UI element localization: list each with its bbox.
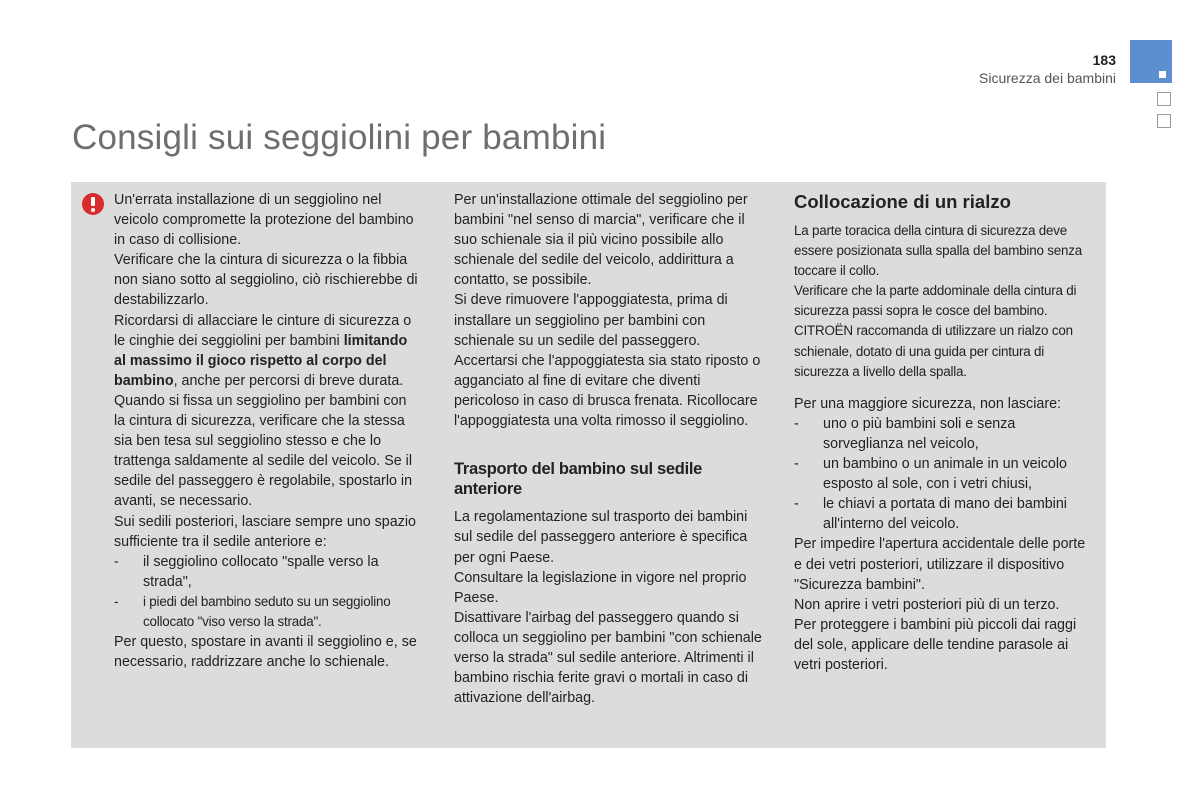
list-item: - le chiavi a portata di mano dei bambini all'interno del veicolo. (794, 496, 1067, 533)
list-item: - un bambino o un animale in un veicolo esposto al sole, con i vetri chiusi, (794, 456, 1068, 493)
tab-box-empty (1157, 114, 1171, 128)
section-tab-indicator (1130, 40, 1172, 83)
list-item: - il seggiolino collocato "spalle verso la strada", (114, 553, 379, 590)
column-middle (454, 190, 764, 708)
paragraph: Per impedire l'apertura accidentale delle porte e dei vetri posteriori, utilizzare il dispositivo "Sicurezza bambini". (794, 536, 1086, 593)
paragraph: Sui sedili posteriori, lasciare sempre uno spazio sufficiente tra il sedile anteriore e: (114, 513, 416, 550)
paragraph: Verificare che la cintura di sicurezza o la fibbia non siano sotto al seggiolino, ciò rischierebbe di destabilizzarlo. (114, 252, 418, 309)
list-item: - uno o più bambini soli e senza sorveglianza nel veicolo, (794, 415, 1016, 452)
paragraph: La parte toracica della cintura di sicurezza deve essere posizionata sulla spalla del bambino senza toccare il collo. (794, 223, 1082, 279)
tab-box-empty (1157, 92, 1171, 106)
paragraph: La regolamentazione sul trasporto dei bambini sul sedile del passeggero anteriore è specifica per ogni Paese. (454, 509, 748, 566)
section-heading: Collocazione di un rialzo (794, 191, 1011, 212)
warning-icon (82, 193, 104, 215)
paragraph: Per proteggere i bambini più piccoli dai raggi del sole, applicare delle tendine parasole ai vetri posteriori. (794, 616, 1077, 673)
page-number: 183 (1092, 52, 1116, 68)
paragraph: Per una maggiore sicurezza, non lasciare: (794, 395, 1062, 412)
paragraph: Per questo, spostare in avanti il seggiolino e, se necessario, raddrizzare anche lo schienale. (114, 634, 417, 671)
paragraph: Quando si fissa un seggiolino per bambini con la cintura di sicurezza, verificare che la stessa sia ben tesa sul seggiolino stesso e che lo trattenga saldamente al sedile del veicolo. Se il sedile del passeggero è regolabile, spostarlo in avanti, se necessario. (114, 392, 413, 510)
paragraph: Per un'installazione ottimale del seggiolino per bambini "nel senso di marcia", verificare che il suo schienale sia il più vicino possibile allo schienale del sedile del veicolo, addirittura a contatto, se possibile. (454, 192, 748, 289)
list-item: - i piedi del bambino seduto su un seggiolino collocato "viso verso la strada". (114, 593, 391, 629)
paragraph: Consultare la legislazione in vigore nel proprio Paese. (454, 569, 747, 606)
bold-emphasis: limitando al massimo il gioco rispetto al corpo del bambino (114, 332, 408, 389)
paragraph: Si deve rimuovere l'appoggiatesta, prima di installare un seggiolino per bambini con schienale su un sedile del passeggero. (454, 292, 728, 349)
paragraph: Disattivare l'airbag del passeggero quando si colloca un seggiolino per bambini "con schienale verso la strada" sul sedile anteriore. Altrimenti il bambino rischia ferite gravi o mortali in caso di attivazione dell'airbag. (454, 609, 762, 707)
tab-dot (1159, 71, 1166, 78)
page-title: Consigli sui seggiolini per bambini (72, 118, 607, 157)
paragraph: Ricordarsi di allacciare le cinture di sicurezza o le cinghie dei seggiolini per bambini limitando al massimo il gioco rispetto al corpo del bambino, anche per percorsi di breve durata. (114, 312, 412, 389)
paragraph: Non aprire i vetri posteriori più di un terzo. (794, 596, 1060, 613)
paragraph: CITROËN raccomanda di utilizzare un rialzo con schienale, dotato di una guida per cintura di sicurezza a livello della spalla. (794, 323, 1073, 379)
paragraph: Accertarsi che l'appoggiatesta sia stato riposto o agganciato al fine di evitare che diventi pericoloso in caso di brusca frenata. Ricollocare l'appoggiatesta una volta rimosso il seggiolino. (454, 352, 761, 430)
paragraph: Verificare che la parte addominale della cintura di sicurezza passi sopra le cosce del bambino. (794, 283, 1077, 319)
section-heading: Trasporto del bambino sul sedile anteriore (454, 460, 703, 499)
section-label: Sicurezza dei bambini (979, 70, 1116, 86)
paragraph: Un'errata installazione di un seggiolino nel veicolo compromette la protezione del bambino in caso di collisione. (114, 192, 414, 249)
column-left (114, 190, 420, 672)
column-right (794, 190, 1094, 675)
